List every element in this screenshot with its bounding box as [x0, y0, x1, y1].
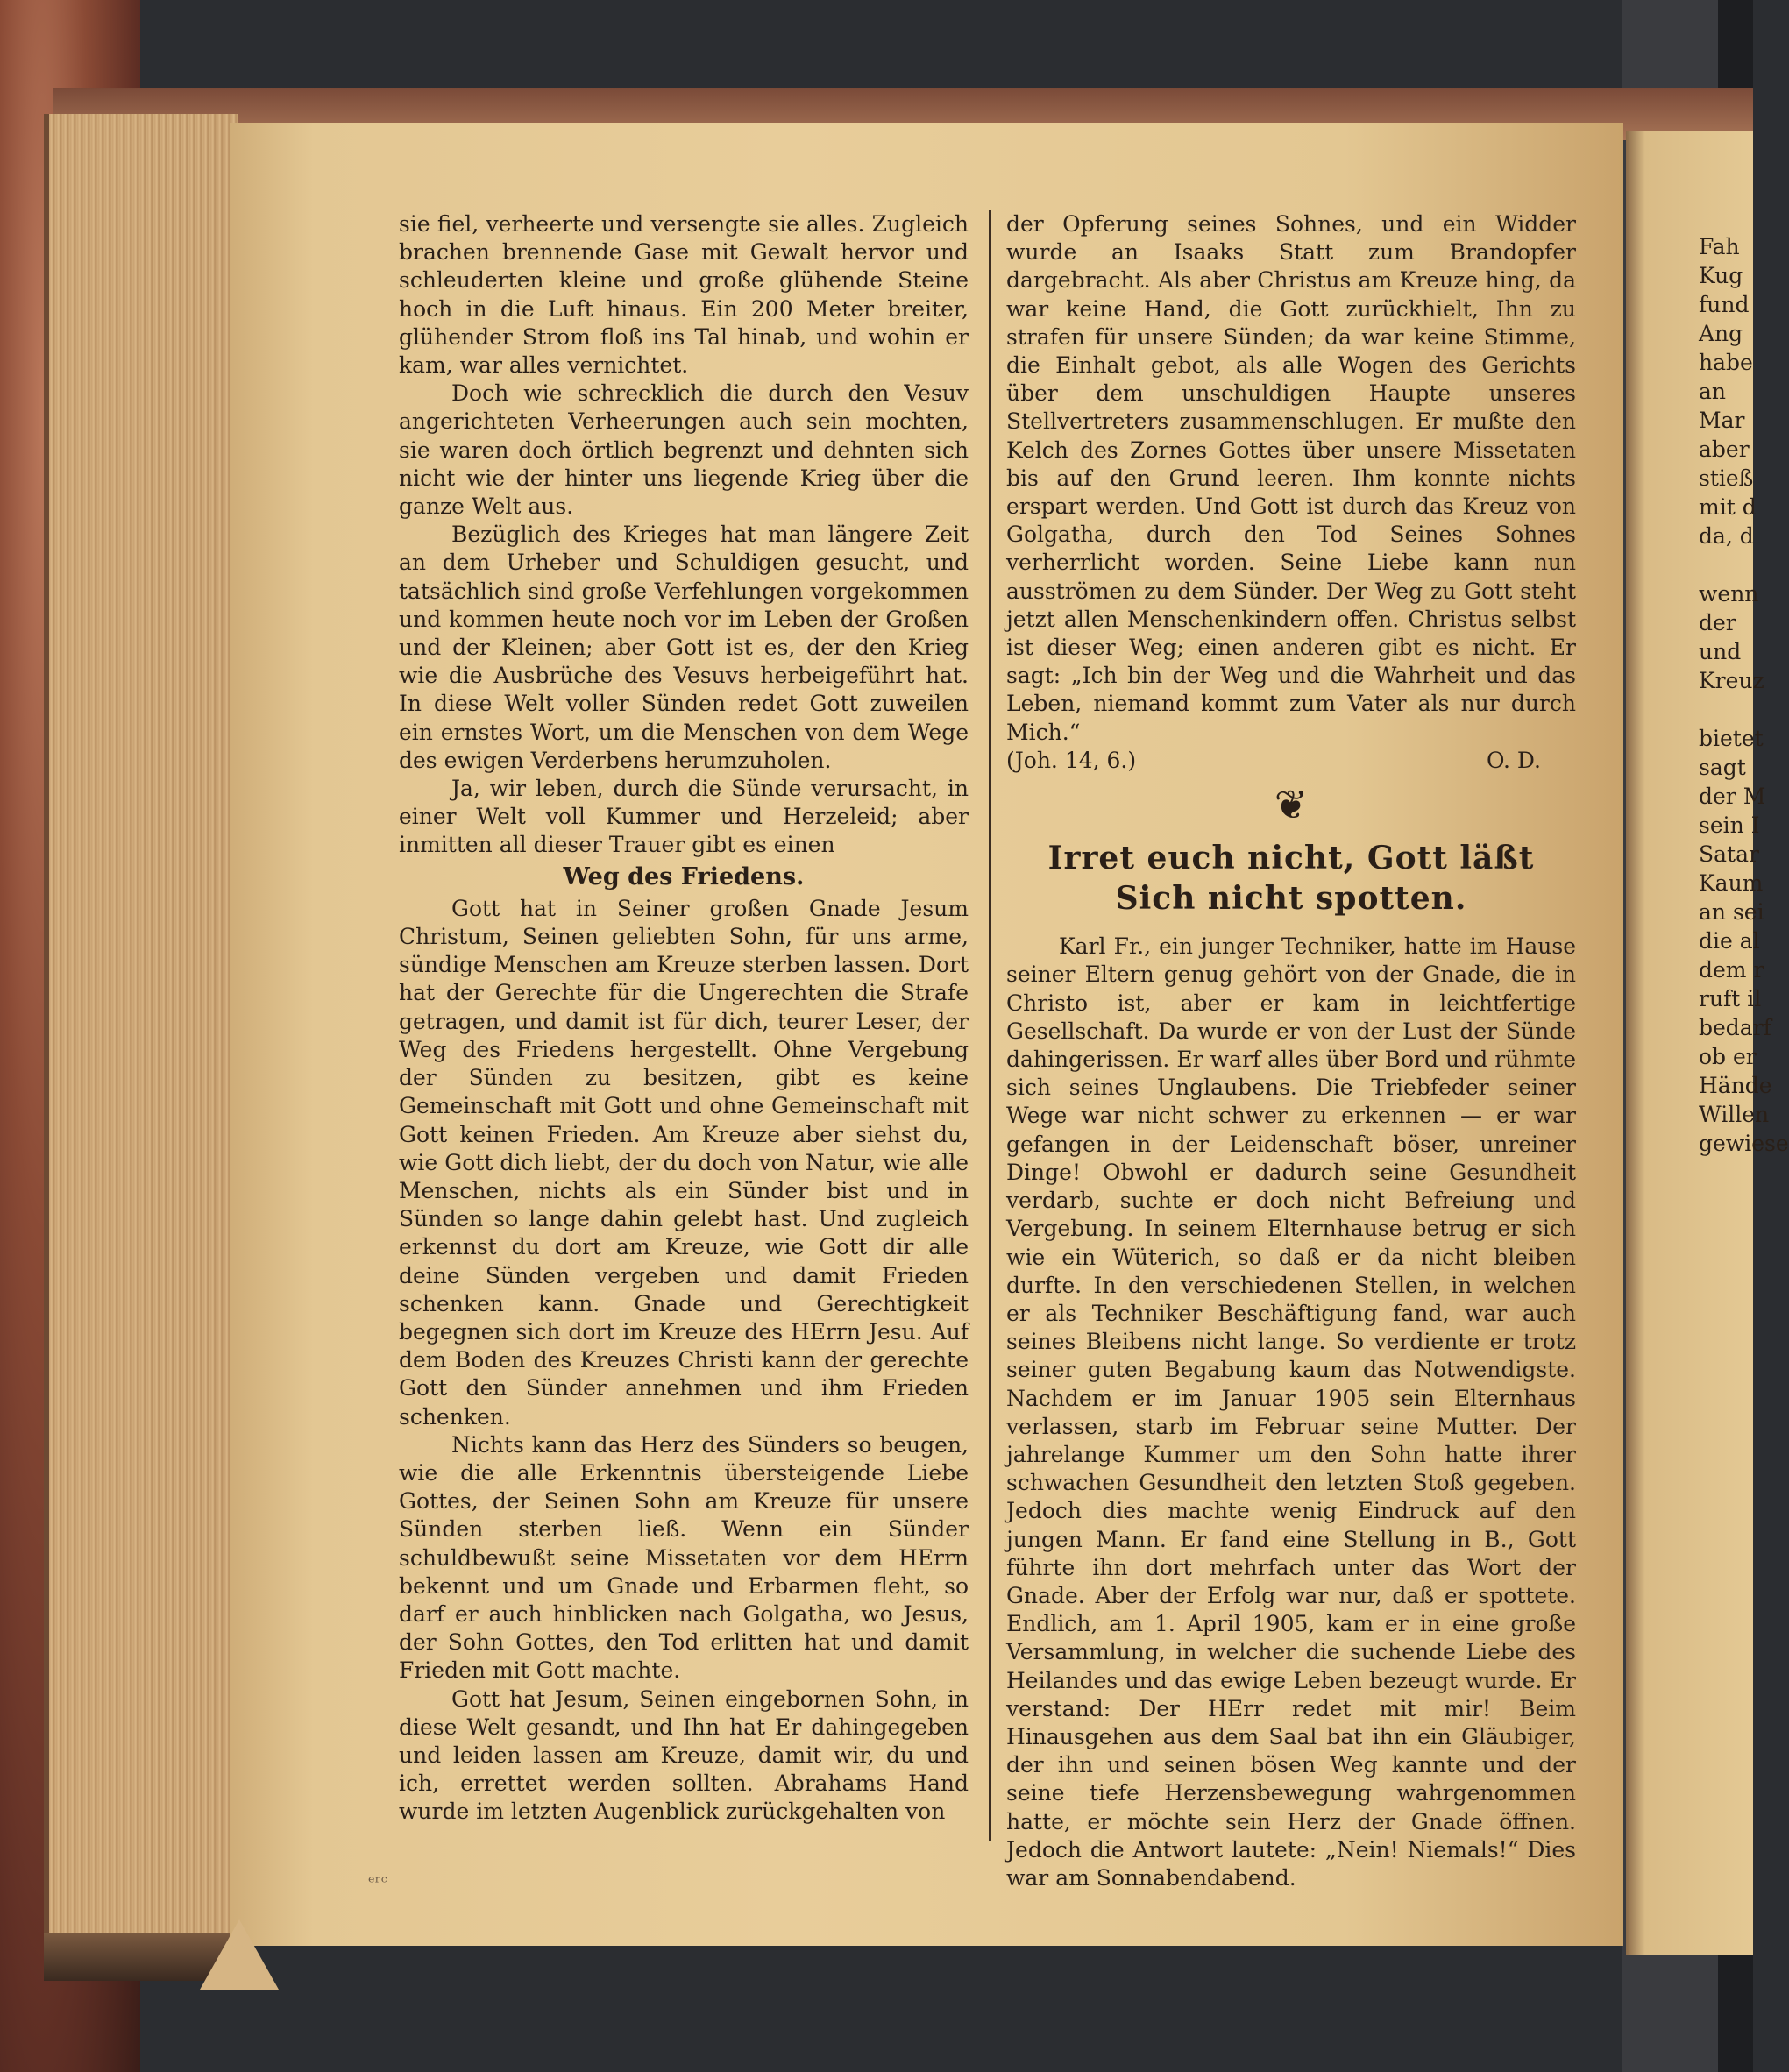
fragment: gewiese	[1699, 1131, 1789, 1156]
paragraph: Karl Fr., ein junger Techniker, hatte im Hause seiner Eltern genug gehört von der Gnade, die in Christo ist, aber er kam in leichtfertige Gesellschaft. Da wurde er von der Lust der Sünde dahingerissen. Er warf alles über Bord und rühmte sich seines Unglaubens. Die Triebfeder seiner Wege war nicht schwer zu erkennen — er war gefangen in der Leidenschaft böser, unreiner Dinge! Obwohl er dadurch seine Gesundheit verdarb, suchte er doch nicht Befreiung und Vergebung. In seinem Elternhause betrug er sich wie ein Wüterich, so daß er da nicht bleiben durfte. In den verschiedenen Stellen, in welchen er als Techniker Beschäftigung fand, war auch seines Bleibens nicht lange. So verdiente er trotz seiner guten Begabung kaum das Notwendigste. Nachdem er im Januar 1905 sein Elternhaus verlassen, starb im Februar seine Mutter. Der jahrelange Kummer um den Sohn hatte ihrer schwachen Gesundheit den letzten Stoß gegeben. Jedoch dies machte wenig Eindruck auf den jungen Mann. Er fand eine Stellung in B., Gott führte ihn dort mehrfach unter das Wort der Gnade. Aber der Erfolg war nur, daß er spottete. Endlich, am 1. April 1905, kam er in eine große Versammlung, in welcher die suchende Liebe des Heilandes und das ewige Leben bezeugt wurde. Er verstand: Der HErr redet mit mir! Beim Hinausgehen aus dem Saal bat ihn ein Gläubiger, der ihn und seinen bösen Weg kannte und der seine tiefe Herzensbewegung wahrgenommen hatte, er möchte sein Herz der Gnade öffnen. Jedoch die Antwort lautete: „Nein! Niemals!“ Dies war am Sonnabendabend.	[1006, 933, 1576, 1891]
fragment: Fah	[1699, 234, 1740, 259]
page-edges-stack	[44, 114, 238, 1937]
fragment: bietet	[1699, 726, 1764, 751]
paragraph: Bezüglich des Krieges hat man längere Zeit an dem Urheber und Schuldigen gesucht, und tatsächlich sind große Verfehlungen vorgekommen und kommen heute noch vor im Leben der Großen und der Kleinen; aber Gott ist es, der den Krieg wie die Ausbrüche des Vesuvs herbeigeführt hat. In diese Welt voller Sünden redet Gott zuweilen ein ernstes Wort, um die Menschen von dem Wege des ewigen Verderbens herumzuholen.	[399, 522, 969, 773]
right-column	[1006, 210, 1576, 1892]
fragment: Mar	[1699, 408, 1745, 433]
fragment: Satar	[1699, 841, 1759, 867]
fragment	[1699, 550, 1751, 579]
fragment: Kaum	[1699, 870, 1764, 896]
fragment: fund	[1699, 292, 1750, 317]
fragment	[1699, 695, 1751, 724]
paragraph: der Opferung seines Sohnes, und ein Widder wurde an Isaaks Statt zum Brandopfer dargebracht. Als aber Christus am Kreuze hing, da war keine Hand, die Gott zurückhielt, Ihn zu strafen für unsere Sünden; da war keine Stimme, die Einhalt gebot, als alle Wogen des Gerichts über dem unschuldigen Haupte unseres Stellvertreters zusammenschlugen. Er mußte den Kelch des Zornes Gottes über unsere Missetaten bis auf den Grund leeren. Ihm konnte nichts erspart werden. Und Gott ist durch das Kreuz von Golgatha, durch den Tod Seines Sohnes verherrlicht worden. Seine Liebe kann nun ausströmen zu dem Sünder. Der Weg zu Gott steht jetzt allen Menschenkindern offen. Christus selbst ist dieser Weg; einen anderen gibt es nicht. Er sagt: „Ich bin der Weg und die Wahrheit und das Leben, niemand kommt zum Vater als nur durch Mich.“	[1006, 211, 1576, 745]
paragraph: Doch wie schrecklich die durch den Vesuv angerichteten Verheerungen auch sein mochten, sie waren doch örtlich begrenzt und dehnten sich nicht wie der hinter uns liegende Krieg über die ganze Welt aus.	[399, 380, 969, 520]
fragment: wenn	[1699, 581, 1759, 607]
fragment: aber	[1699, 436, 1750, 462]
paper-tab	[200, 1919, 279, 1990]
fragment: bedarf	[1699, 1015, 1771, 1040]
citation-line	[1006, 747, 1576, 775]
fragment: an sei	[1699, 899, 1764, 925]
article-title: Irret euch nicht, Gott läßt Sich nicht spotten.	[1047, 840, 1535, 918]
fragment: an	[1699, 379, 1727, 404]
column-rule	[989, 210, 991, 1841]
bible-reference: (Joh. 14, 6.)	[1006, 747, 1137, 773]
paragraph: Gott hat in Seiner großen Gnade Jesum Christum, Seinen geliebten Sohn, für uns arme, sündige Menschen am Kreuze sterben lassen. Dort hat der Gerechte für die Ungerechten die Strafe getragen, und damit ist für dich, teurer Leser, der Weg des Friedens hergestellt. Ohne Vergebung der Sünden zu besitzen, gibt es keine Gemeinschaft mit Gott und ohne Gemeinschaft mit Gott keinen Frieden. Am Kreuze aber siehst du, wie Gott dich liebt, der du doch von Natur, wie alle Menschen, nichts als ein Sünder bist und in Sünden so lange dahin gelebt hast. Und zugleich erkennst du dort am Kreuze, wie Gott dir alle deine Sünden vergeben und damit Frieden schenken kann. Gnade und Gerechtigkeit begegnen sich dort im Kreuze des HErrn Jesu. Auf dem Boden des Kreuzes Christi kann der gerechte Gott den Sünder annehmen und ihm Frieden schenken.	[399, 895, 969, 1430]
paragraph: sie fiel, verheerte und versengte sie alles. Zugleich brachen brennende Gase mit Gewalt hervor und schleuderten kleine und große glühende Steine hoch in die Luft hinaus. Ein 200 Meter breiter, glühender Strom floß ins Tal hinab, und wohin er kam, war alles vernichtet.	[399, 211, 969, 379]
fragment: da, d	[1699, 523, 1754, 549]
paragraph: Gott hat Jesum, Seinen eingebornen Sohn, in diese Welt gesandt, und Ihn hat Er dahingegeben und leiden lassen am Kreuze, damit wir, du und ich, errettet werden sollten. Abrahams Hand wurde im letzten Augenblick zurückgehalten von	[399, 1685, 969, 1825]
author-signature: O. D.	[1486, 747, 1541, 773]
fragment: Kreuz	[1699, 668, 1764, 693]
ornament-icon: ❦	[1274, 781, 1309, 829]
section-heading: Weg des Friedens.	[563, 862, 805, 891]
fragment: habe	[1699, 350, 1753, 375]
paragraph: Nichts kann das Herz des Sünders so beugen, wie die alle Erkenntnis übersteigende Liebe Gottes, der Seinen Sohn am Kreuze für unsere Sünden sterben ließ. Wenn ein Sünder schuldbewußt seine Missetaten vor dem HErrn bekennt und um Gnade und Erbarmen fleht, so darf er auch hinblicken nach Golgatha, wo Jesus, der Sohn Gottes, den Tod erlitten hat und damit Frieden mit Gott machte.	[399, 1431, 969, 1684]
fragment: sagt	[1699, 755, 1746, 780]
fragment: stieß	[1699, 465, 1754, 491]
fragment: Kug	[1699, 263, 1743, 288]
paragraph: Ja, wir leben, durch die Sünde verursacht, in einer Welt voll Kummer und Herzeleid; aber inmitten all dieser Trauer gibt es einen	[399, 776, 969, 858]
fragment: mit d	[1699, 494, 1757, 520]
fragment: ob er	[1699, 1044, 1757, 1069]
fragment: und	[1699, 639, 1742, 664]
margin-mark: ᵉʳᶜ	[368, 1871, 387, 1892]
fragment: sein I	[1699, 812, 1760, 838]
fragment: Ang	[1699, 321, 1743, 346]
adjacent-page-text	[1699, 232, 1789, 1158]
fragment: Hände	[1699, 1073, 1772, 1098]
fragment: ruft il	[1699, 986, 1762, 1011]
fragment: der M	[1699, 784, 1766, 809]
left-column	[399, 210, 969, 1827]
fragment: dem r	[1699, 957, 1764, 983]
fragment: Willen	[1699, 1102, 1770, 1127]
fragment: der	[1699, 610, 1736, 635]
fragment: die al	[1699, 928, 1760, 954]
